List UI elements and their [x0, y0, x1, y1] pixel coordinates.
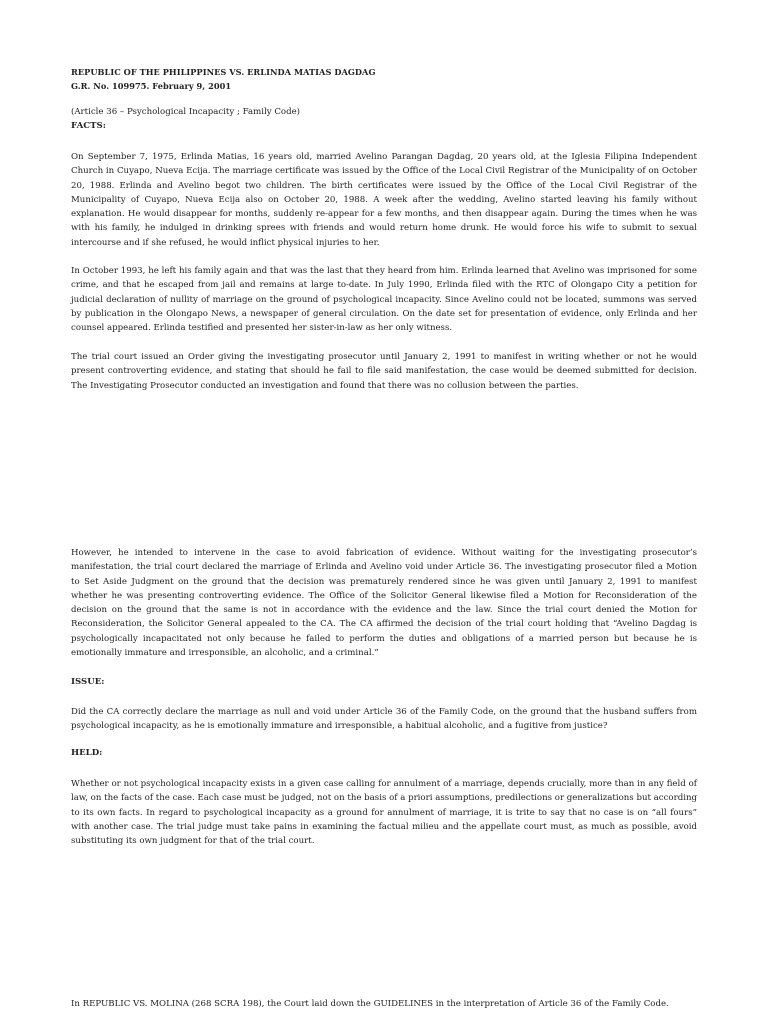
issue-heading: ISSUE: — [71, 677, 105, 687]
footer-paragraph: In REPUBLIC VS. MOLINA (268 SCRA 198), the Court laid down the GUIDELINES in the interpretation of Article 36 of the Family Code. — [71, 999, 669, 1009]
facts-paragraph-1: On September 7, 1975, Erlinda Matias, 16 years old, married Avelino Parangan Dagdag, 20 years old, at the Iglesia Filipina Independent Church in Cuyapo, Nueva Ecija. The marriage certificate was issued by the Office of the Local Civil Registrar of the Municipality of on October 20, 1988. Erlinda and Avelino begot two children. The birth certificates were issued by the Office of the Local Civil Registrar of the Municipality of Cuyapo, Nueva Ecija also on October 20, 1988. A week after the wedding, Avelino started leaving his family without explanation. He would disappear for months, suddenly re-appear for a few months, and then disappear again. During the times when he was with his family, he indulged in drinking sprees with friends and would return home drunk. He would force his wife to submit to sexual intercourse and if she refused, he would inflict physical injuries to her. — [71, 152, 697, 248]
facts-paragraph-3: The trial court issued an Order giving the investigating prosecutor until January 2, 1991 to manifest in writing whether or not he would present controverting evidence, and stating that should he fail to file said manifestation, the case would be deemed submitted for decision. The Investigating Prosecutor conducted an investigation and found that there was no collusion between the parties. — [71, 352, 697, 391]
facts-paragraph-4: However, he intended to intervene in the case to avoid fabrication of evidence. Without waiting for the investigating prosecutor’s manifestation, the trial court declared the marriage of Erlinda and Avelino void under Article 36. The investigating prosecutor filed a Motion to Set Aside Judgment on the ground that the decision was prematurely rendered since he was given until January 2, 1991 to manifest whether he was presenting controverting evidence. The Office of the Solicitor General likewise filed a Motion for Reconsideration of the decision on the ground that the same is not in accordance with the evidence and the law. Since the trial court denied the Motion for Reconsideration, the Solicitor General appealed to the CA. The CA affirmed the decision of the trial court holding that “Avelino Dagdag is psychologically incapacitated not only because he failed to perform the duties and obligations of a married person but because he is emotionally immature and irresponsible, an alcoholic, and a criminal.” — [71, 548, 697, 659]
case-number: G.R. No. 109975. February 9, 2001 — [71, 81, 232, 91]
issue-text: Did the CA correctly declare the marriage as null and void under Article 36 of the Family Code, on the ground that the husband suffers from psychological incapacity, as he is emotionally immature and irresponsible, a habitual alcoholic, and a fugitive from justice? — [71, 707, 697, 732]
held-heading: HELD: — [71, 748, 103, 758]
case-title: REPUBLIC OF THE PHILIPPINES VS. ERLINDA MATIAS DAGDAG — [71, 67, 376, 77]
facts-paragraph-2: In October 1993, he left his family again and that was the last that they heard from him. Erlinda learned that Avelino was imprisoned for some crime, and that he escaped from jail and remains at large to-date. In July 1990, Erlinda filed with the RTC of Olongapo City a petition for judicial declaration of nullity of marriage on the ground of psychological incapacity. Since Avelino could not be located, summons was served by publication in the Olongapo News, a newspaper of general circulation. On the date set for presentation of evidence, only Erlinda and her counsel appeared. Erlinda testified and presented her sister-in-law as her only witness. — [71, 266, 697, 334]
case-topic: (Article 36 – Psychological Incapacity ; Family Code) — [71, 107, 301, 117]
facts-heading: FACTS: — [71, 121, 106, 131]
held-text: Whether or not psychological incapacity exists in a given case calling for annulment of a marriage, depends crucially, more than in any field of law, on the facts of the case. Each case must be judged, not on the basis of a priori assumptions, predilections or generalizations but according to its own facts. In regard to psychological incapacity as a ground for annulment of marriage, it is trite to say that no case is on “all fours” with another case. The trial judge must take pains in examining the factual milieu and the appellate court must, as much as possible, avoid substituting its own judgment for that of the trial court. — [71, 779, 697, 847]
